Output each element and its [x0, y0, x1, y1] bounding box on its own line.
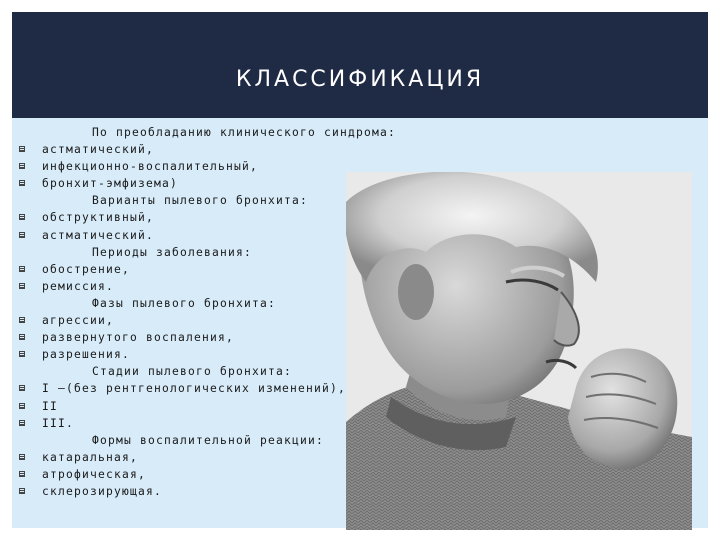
list-item: агрессии, [16, 312, 416, 329]
list-item: I –(без рентгенологических изменений), [16, 380, 416, 397]
list-item: катаральная, [16, 449, 416, 466]
list-item: астматический, [16, 141, 416, 158]
list-item: атрофическая, [16, 466, 416, 483]
list-item: астматический. [16, 227, 416, 244]
section-heading: Фазы пылевого бронхита: [92, 296, 277, 310]
list-item: разрешения. [16, 346, 416, 363]
section-heading: По преобладанию клинического синдрома: [92, 126, 397, 139]
list-item: III. [16, 415, 416, 432]
slide-header [12, 12, 708, 118]
list-item: инфекционно-воспалительный, [16, 158, 416, 175]
classification-list [16, 124, 416, 500]
slide-title: КЛАССИФИКАЦИЯ [235, 67, 485, 92]
section-heading: Варианты пылевого бронхита: [92, 194, 309, 208]
section-heading: Периоды заболевания: [92, 245, 253, 259]
section-heading: Формы воспалительной реакции: [92, 433, 325, 447]
list-item: обструктивный, [16, 209, 416, 226]
list-item: склерозирующая. [16, 483, 416, 500]
list-item: развернутого воспаления, [16, 329, 416, 346]
list-item: II [16, 398, 416, 415]
section-heading: Стадии пылевого бронхита: [92, 365, 293, 379]
list-item: бронхит-эмфизема) [16, 175, 416, 192]
list-item: обострение, [16, 261, 416, 278]
list-item: ремиссия. [16, 278, 416, 295]
